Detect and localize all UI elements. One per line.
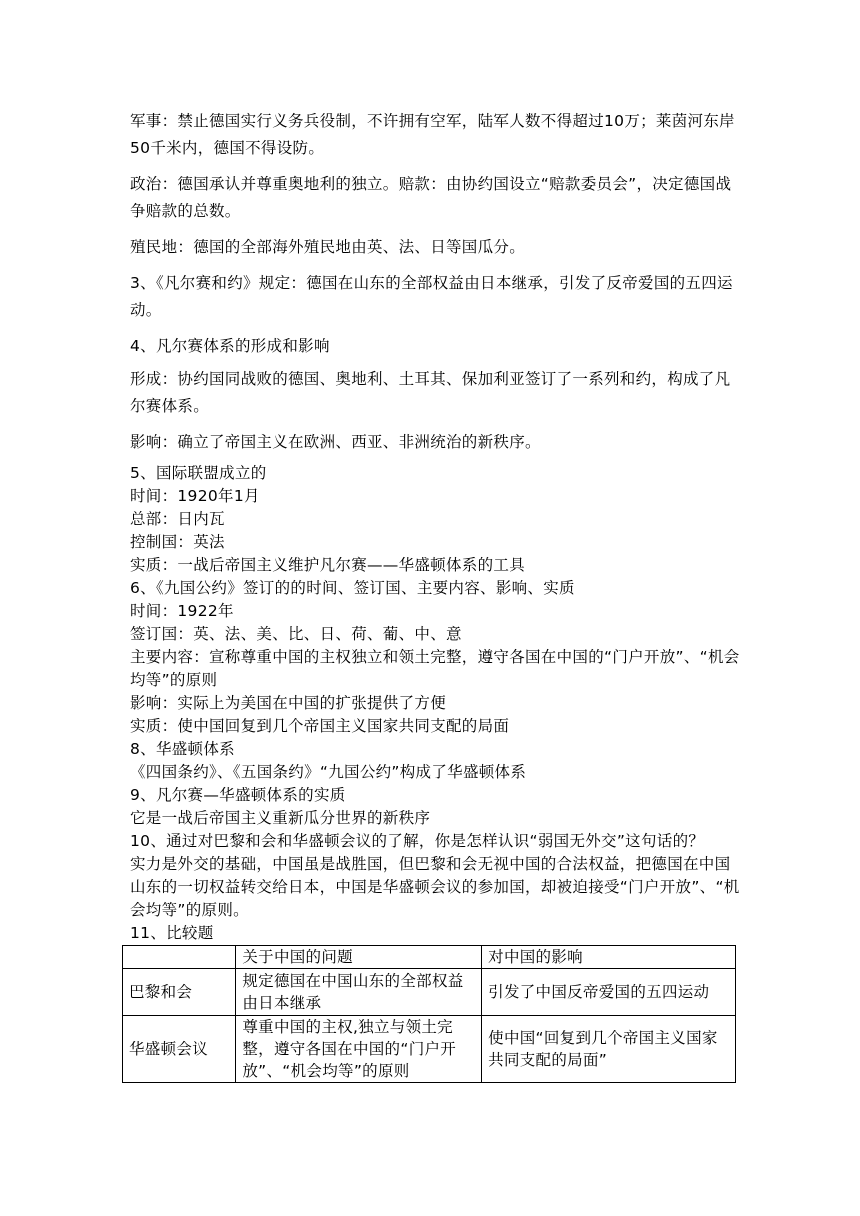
weak-nation-question: 10、通过对巴黎和会和华盛顿会议的了解，你是怎样认识“弱国无外交”这句话的？ (130, 832, 705, 850)
league-heading: 5、国际联盟成立的 (130, 464, 267, 482)
table-header-cell: 对中国的影响 (482, 946, 736, 969)
nine-power-essence: 实质：使中国回复到几个帝国主义国家共同支配的局面 (130, 717, 510, 735)
comparison-heading: 11、比较题 (130, 924, 214, 942)
weak-nation-answer: 实力是外交的基础，中国虽是战胜国，但巴黎和会无视中国的合法权益，把德国在中国山东的一切权益转交给日本，中国是华盛顿会议的参加国，却被迫接受“门户开放”、“机会均等”的原则。 (130, 855, 740, 919)
system-essence-heading: 9、凡尔赛—华盛顿体系的实质 (130, 786, 346, 804)
versailles-system-impact: 影响：确立了帝国主义在欧洲、西亚、非洲统治的新秩序。 (130, 433, 541, 451)
nine-power-impact: 影响：实际上为美国在中国的扩张提供了方便 (130, 694, 447, 712)
washington-system-heading: 8、华盛顿体系 (130, 740, 235, 758)
versailles-system-formation: 形成：协约国同战败的德国、奥地利、土耳其、保加利亚签订了一系列和约，构成了凡尔赛体系。 (130, 370, 731, 415)
league-time: 时间：1920年1月 (130, 487, 260, 505)
washington-system-composition: 《四国条约》、《五国条约》“九国公约”构成了华盛顿体系 (130, 763, 527, 781)
nine-power-time: 时间：1922年 (130, 602, 234, 620)
table-row (123, 1016, 736, 1083)
table-row (123, 969, 736, 1016)
table-header-cell: 关于中国的问题 (236, 946, 482, 969)
versailles-system-heading: 4、凡尔赛体系的形成和影响 (130, 337, 330, 355)
table-cell: 华盛顿会议 (123, 1016, 236, 1083)
nine-power-heading: 6、《九国公约》签订的的时间、签订国、主要内容、影响、实质 (130, 579, 575, 597)
military-terms: 军事：禁止德国实行义务兵役制，不许拥有空军，陆军人数不得超过10万；莱茵河东岸50千米内，德国不得设防。 (130, 112, 735, 157)
colony-terms: 殖民地：德国的全部海外殖民地由英、法、日等国瓜分。 (130, 238, 526, 256)
table-cell: 规定德国在中国山东的全部权益由日本继承 (236, 969, 482, 1016)
political-terms: 政治：德国承认并尊重奥地利的独立。赔款：由协约国设立“赔款委员会”，决定德国战争赔款的总数。 (130, 175, 732, 220)
league-essence: 实质：一战后帝国主义维护凡尔赛——华盛顿体系的工具 (130, 556, 526, 574)
table-cell: 尊重中国的主权,独立与领土完整，遵守各国在中国的“门户开放”、“机会均等”的原则 (236, 1016, 482, 1083)
table-cell: 巴黎和会 (123, 969, 236, 1016)
system-essence-text: 它是一战后帝国主义重新瓜分世界的新秩序 (130, 809, 431, 827)
league-headquarters: 总部：日内瓦 (130, 510, 225, 528)
nine-power-signatories: 签订国：英、法、美、比、日、荷、葡、中、意 (130, 625, 462, 643)
versailles-treaty-point: 3、《凡尔赛和约》规定：德国在山东的全部权益由日本继承，引发了反帝爱国的五四运动。 (130, 274, 733, 319)
table-cell: 使中国“回复到几个帝国主义国家共同支配的局面” (482, 1016, 736, 1083)
table-cell: 引发了中国反帝爱国的五四运动 (482, 969, 736, 1016)
nine-power-content: 主要内容：宣称尊重中国的主权独立和领土完整，遵守各国在中国的“门户开放”、“机会均等”的原则 (130, 648, 740, 689)
table-header-cell (123, 946, 236, 969)
comparison-table (122, 945, 736, 1083)
table-header-row (123, 946, 736, 969)
document-page (130, 108, 745, 1083)
league-controllers: 控制国：英法 (130, 533, 225, 551)
